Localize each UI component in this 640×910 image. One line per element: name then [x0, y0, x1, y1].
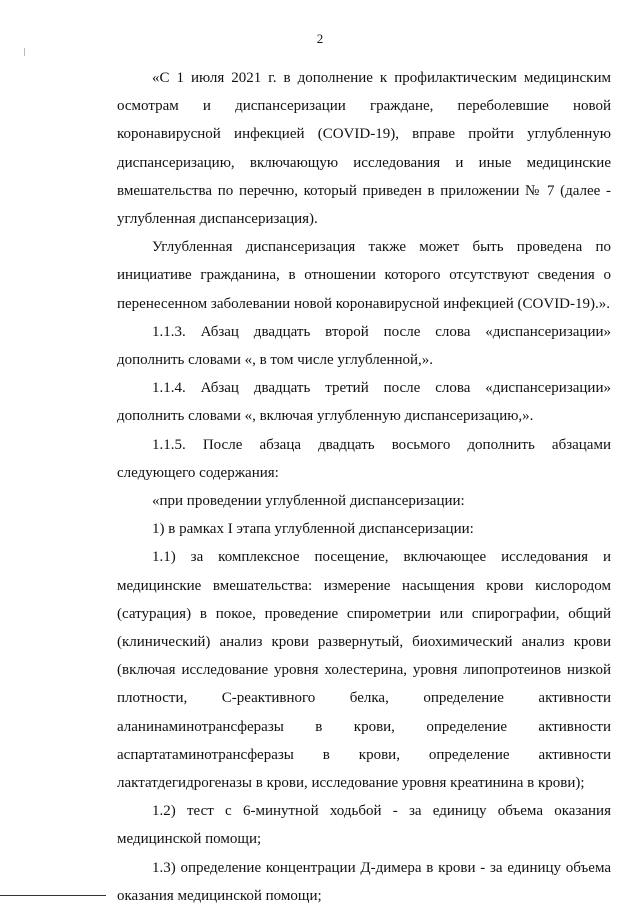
page-number: 2: [316, 31, 324, 46]
paragraph-1-1-complex-visit: 1.1) за комплексное посещение, включающее исследования и медицинские вмешательства: измерение насыщения крови кислородом (сатурация) в покое, проведение спирометрии или спирографии, общий (клинический) анализ крови развернутый, биохимический анализ крови (включая исследование уровня холестерина, уровня липопротеинов низкой плотности, С-реактивного белка, определение активности аланинаминотрансферазы в крови, определение активности аспартатаминотрансферазы в крови, определение активности лактатдегидрогеназы в крови, исследование уровня креатинина в крови);: [117, 549, 611, 792]
paragraph-1-3-d-dimer: 1.3) определение концентрации Д-димера в крови - за единицу объема оказания медицинской помощи;: [117, 859, 611, 904]
paragraph-1-1-4: 1.1.4. Абзац двадцать третий после слова «диспансеризации» дополнить словами «, включая углубленную диспансеризацию,».: [117, 380, 611, 425]
paragraph-1-1-5: 1.1.5. После абзаца двадцать восьмого дополнить абзацами следующего содержания:: [117, 436, 611, 481]
scan-mark: [24, 48, 25, 56]
paragraph-stage-1: 1) в рамках I этапа углубленной диспансеризации:: [152, 521, 474, 538]
document-body: [117, 64, 611, 910]
paragraph-when-conducting: «при проведении углубленной диспансеризации:: [152, 493, 465, 510]
paragraph-1-1-3: 1.1.3. Абзац двадцать второй после слова «диспансеризации» дополнить словами «, в том числе углубленной,».: [117, 323, 611, 369]
paragraph-deepened-dispensarization-start: «С 1 июля 2021 г. в дополнение к профилактическим медицинским осмотрам и диспансеризации граждане, переболевшие новой коронавирусной инфекцией (COVID-19), вправе пройти углубленную диспансеризацию, включающую исследования и иные медицинские вмешательства по перечню, который приведен в приложении № 7 (далее - углубленная диспансеризация).: [117, 70, 611, 228]
paragraph-1-2-walk-test: 1.2) тест с 6-минутной ходьбой - за единицу объема оказания медицинской помощи;: [117, 803, 611, 848]
bottom-rule: [0, 895, 106, 896]
paragraph-initiative: Углубленная диспансеризация также может быть проведена по инициативе гражданина, в отношении которого отсутствуют сведения о перенесенном заболевании новой коронавирусной инфекцией (COVID-19).».: [117, 239, 611, 312]
